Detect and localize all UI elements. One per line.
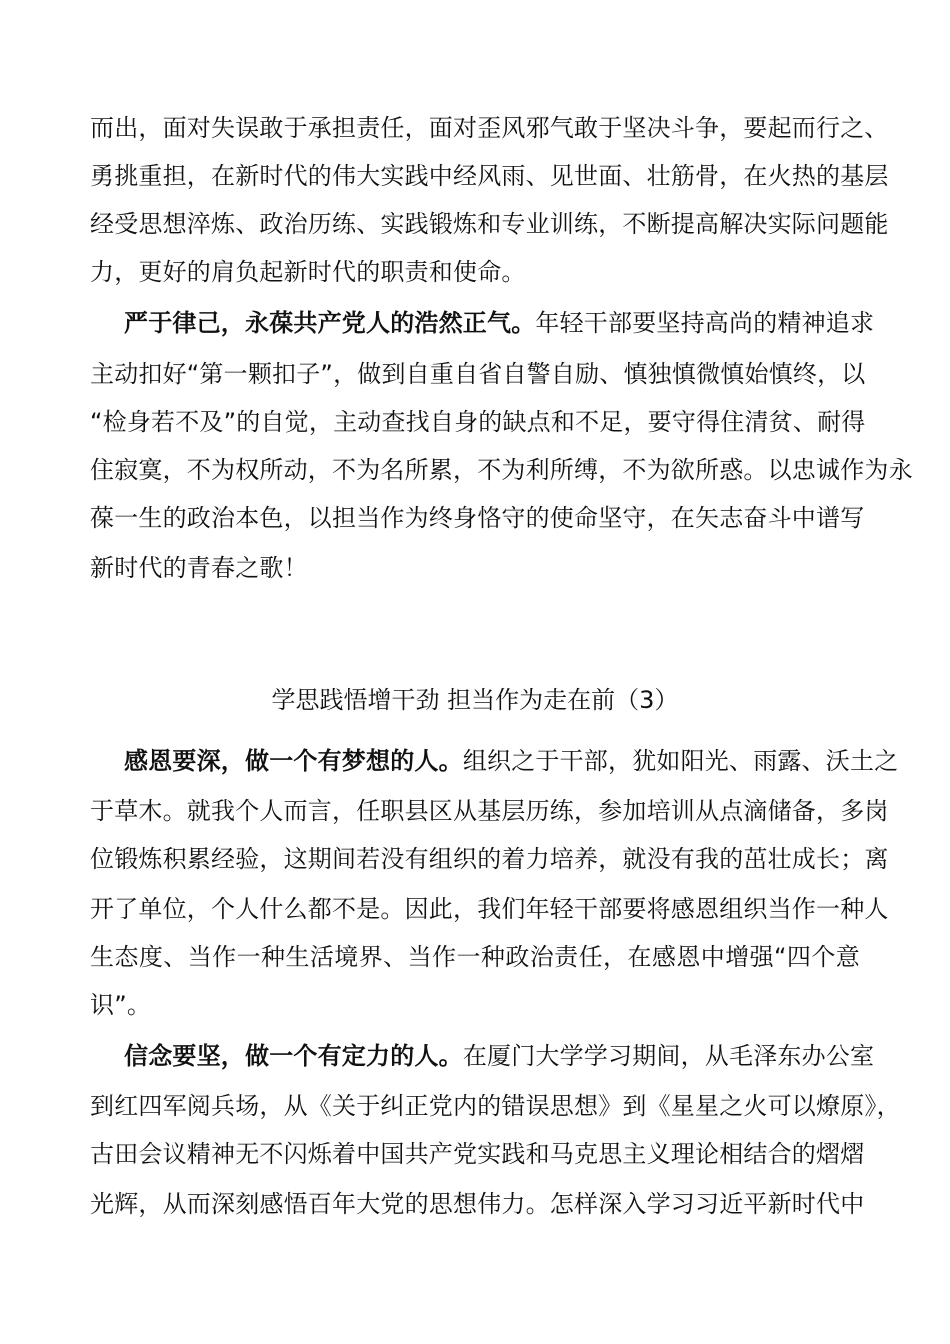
paragraph-text: 在厦门大学学习期间，从毛泽东办公室: [462, 1042, 875, 1070]
paragraph-text: 年轻干部要坚持高尚的精神追求: [535, 309, 875, 337]
paragraph-line: 古田会议精神无不闪烁着中国共产党实践和马克思主义理论相结合的熠熠: [90, 1140, 865, 1168]
paragraph-line: 而出，面对失误敢于承担责任，面对歪风邪气敢于坚决斗争，要起而行之、: [90, 114, 889, 142]
paragraph-line: 住寂寞，不为权所动，不为名所累，不为利所缚，不为欲所惑。以忠诚作为永: [90, 456, 913, 484]
paragraph-line: 经受思想淬炼、政治历练、实践锻炼和专业训练，不断提高解决实际问题能: [90, 210, 889, 238]
paragraph-line: “检身若不及”的自觉，主动查找自身的缺点和不足，要守得住清贫、耐得: [90, 408, 866, 436]
paragraph-first-line: [124, 745, 899, 777]
paragraph-line: 葆一生的政治本色，以担当作为终身恪守的使命坚守，在矢志奋斗中谱写: [90, 504, 865, 532]
paragraph-heading: 感恩要深，做一个有梦想的人。: [124, 747, 463, 775]
paragraph-first-line: [124, 1040, 875, 1072]
paragraph-line: 勇挑重担，在新时代的伟大实践中经风雨、见世面、壮筋骨，在火热的基层: [90, 162, 889, 190]
section-title: 学思践悟增干劲 担当作为走在前（3）: [271, 686, 679, 714]
paragraph-line: 光辉，从而深刻感悟百年大党的思想伟力。怎样深入学习习近平新时代中: [90, 1190, 865, 1218]
paragraph-line: 力，更好的肩负起新时代的职责和使命。: [90, 258, 526, 286]
paragraph-line: 到红四军阅兵场，从《关于纠正党内的错误思想》到《星星之火可以燎原》，: [90, 1092, 901, 1120]
paragraph-line: 生态度、当作一种生活境界、当作一种政治责任，在感恩中增强“四个意: [90, 943, 860, 971]
paragraph-line: 识”。: [90, 991, 152, 1019]
paragraph-line: 新时代的青春之歌！: [90, 554, 308, 582]
paragraph-text: 组织之于干部，犹如阳光、雨露、沃土之: [462, 747, 899, 775]
paragraph-line: 位锻炼积累经验，这期间若没有组织的着力培养，就没有我的茁壮成长；离: [90, 845, 889, 873]
paragraph-first-line: [124, 307, 875, 339]
paragraph-line: 于草木。就我个人而言，任职县区从基层历练，参加培训从点滴储备，多岗: [90, 797, 889, 825]
paragraph-line: 开了单位，个人什么都不是。因此，我们年轻干部要将感恩组织当作一种人: [90, 895, 889, 923]
paragraph-heading: 严于律己，永葆共产党人的浩然正气。: [124, 309, 536, 337]
paragraph-heading: 信念要坚，做一个有定力的人。: [124, 1042, 463, 1070]
paragraph-line: 主动扣好“第一颗扣子”，做到自重自省自警自励、慎独慎微慎始慎终，以: [90, 360, 866, 388]
